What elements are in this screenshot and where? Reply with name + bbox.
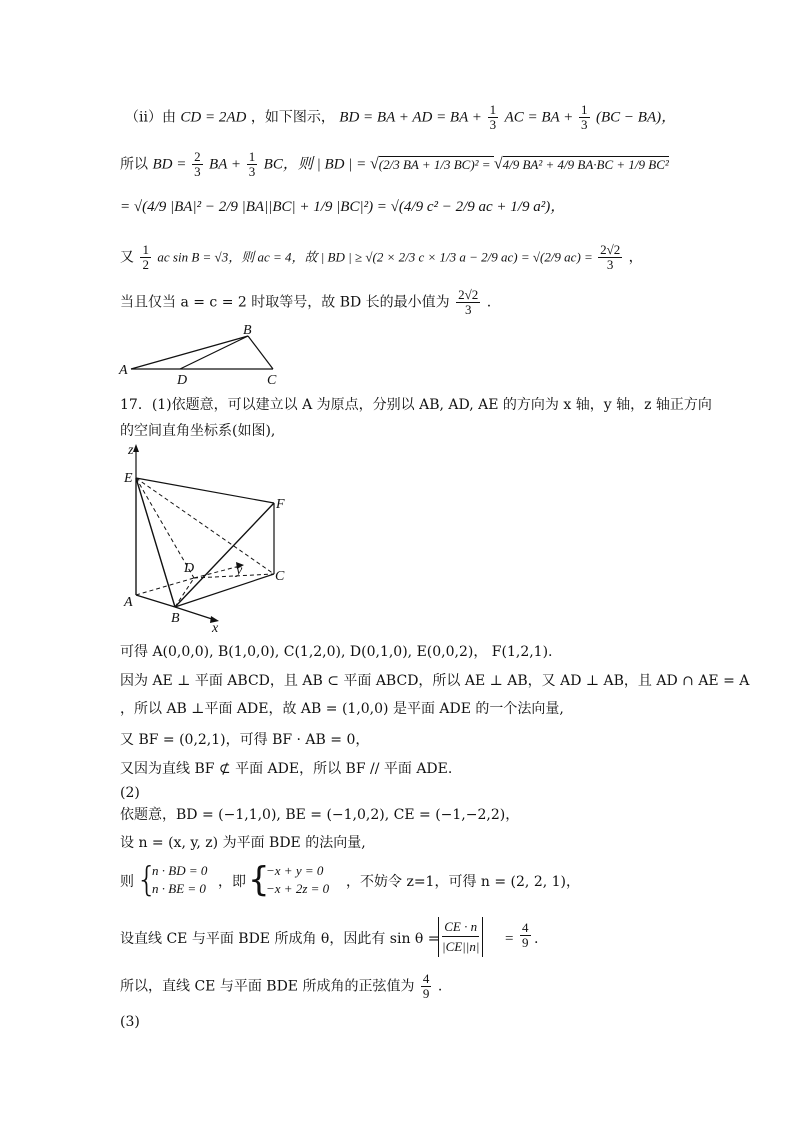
normal-vector-line: 设 n = (x, y, z) 为平面 BDE 的法向量,	[120, 835, 366, 851]
text: AC = BA +	[504, 109, 578, 126]
edge-ef	[136, 478, 274, 503]
z-arrow-icon	[133, 444, 139, 452]
coords-line: 可得 A(0,0,0), B(1,0,0), C(1,2,0), D(0,1,0), E(0,0,2)， F(1,2,1).	[120, 644, 553, 660]
edge-eb	[136, 478, 175, 607]
line-ii-5	[120, 288, 491, 317]
line-ii-2: 所以 BD = $\frac{2}{3}$ BA + $\frac{1}{3}$ BC，则 | BD | = √(2/3 BA + 1/3 BC)² = √4/9 BA² + 4/9 BA·BC + 1/9 BC²	[120, 149, 669, 179]
brace-icon: {	[136, 860, 158, 900]
text: 所以，直线 CE 与平面 BDE 所成角的正弦值为	[120, 978, 415, 995]
part-2-label: (2)	[120, 785, 140, 801]
text: 所以	[120, 156, 148, 173]
label-c: C	[275, 569, 285, 584]
line-ii-3	[120, 197, 565, 217]
label-a: A	[119, 363, 128, 378]
label-f: F	[276, 497, 285, 512]
proof-line-2: ，所以 AB ⊥平面 ADE，故 AB = (1,0,0) 是平面 ADE 的一个法向量,	[120, 701, 564, 717]
text: ，不妨令 z=1，可得 n = (2, 2, 1)，	[346, 874, 581, 890]
label-d: D	[184, 561, 195, 576]
proof-line-1: 因为 AE ⊥ 平面 ABCD，且 AB ⊂ 平面 ABCD，所以 AE ⊥ AB，又 AD ⊥ AB，且 AD ∩ AE = A	[120, 673, 750, 689]
abs-fraction: CE · n |CE||n|	[438, 917, 483, 957]
edge-bf	[175, 503, 274, 607]
text: ac sin B = √3，则 ac = 4，故 | BD | ≥ √(2 × 2/3 c × 1/3 a − 2/9 ac) = √(2/9 ac) =	[157, 249, 597, 265]
fraction: $\frac{4}{9}$	[422, 971, 430, 1001]
text: = √(4/9 |BA|² − 2/9 |BA||BC| + 1/9 |BC|²) = √(4/9 c² − 2/9 ac + 1/9 a²)，	[120, 199, 566, 215]
label-b: B	[243, 323, 252, 338]
text: 又	[120, 249, 134, 266]
text: n · BD = 0	[152, 863, 208, 878]
fraction: $\frac{1}{2}$	[142, 242, 149, 272]
proof-line-4: 又因为直线 BF ⊄ 平面 ADE，所以 BF // 平面 ADE.	[120, 761, 453, 777]
text: .	[486, 294, 492, 311]
fraction: $\frac{2√2}{3}$	[600, 242, 621, 272]
edge-ad	[136, 578, 194, 595]
edge-ab	[136, 595, 175, 607]
text: CD = 2AD	[180, 109, 247, 126]
text: ，	[628, 249, 643, 266]
label-y: y	[236, 563, 243, 578]
segment-bc	[248, 336, 273, 369]
fraction: $\frac{4}{9}$	[522, 920, 529, 950]
label-x: x	[212, 621, 219, 635]
text: (BC − BA)，	[596, 109, 677, 126]
text: .	[437, 978, 443, 995]
label-b: B	[171, 611, 180, 626]
text: −x + 2z = 0	[266, 881, 330, 896]
fraction: $\frac{2√2}{3}$	[458, 287, 479, 317]
brace-icon: {	[248, 860, 270, 900]
fraction: $\frac{1}{3}$	[248, 149, 256, 179]
fraction: $\frac{1}{3}$	[581, 102, 588, 132]
conclusion-line	[120, 972, 442, 1001]
text: ，如下图示，	[250, 109, 335, 126]
text: ，即	[218, 874, 246, 890]
fraction: $\frac{1}{3}$	[489, 102, 497, 132]
part-3-label: (3)	[120, 1014, 140, 1030]
label-a: A	[124, 595, 133, 610]
fraction: $\frac{2}{3}$	[194, 149, 201, 179]
label-e: E	[124, 471, 133, 486]
proof-line-3: 又 BF = (0,2,1)，可得 BF · AB = 0，	[120, 732, 370, 748]
text: 当且仅当 a = c = 2 时取等号，故 BD 长的最小值为	[120, 294, 450, 311]
label-c: C	[267, 373, 277, 388]
solid-figure	[115, 440, 295, 635]
text: BA +	[209, 156, 245, 173]
text: −x + y = 0	[266, 863, 324, 878]
text: .	[534, 931, 539, 947]
text: （ii）由	[125, 109, 176, 126]
x-axis	[175, 607, 215, 620]
text: 4/9 BA² + 4/9 BA·BC + 1/9 BC²	[502, 156, 669, 172]
label-d: D	[177, 373, 188, 388]
vectors-line: 依题意，BD = (−1,1,0), BE = (−1,0,2), CE = (−1,−2,2)，	[120, 807, 520, 823]
text: 设直线 CE 与平面 BDE 所成角 θ，因此有 sin θ =	[120, 931, 440, 947]
text: n · BE = 0	[152, 881, 206, 896]
line-ii-1	[125, 103, 676, 132]
q17-heading-2: 的空间直角坐标系(如图),	[120, 423, 276, 439]
y-axis	[194, 566, 240, 578]
q17-heading: 17．(1)依题意，可以建立以 A 为原点，分别以 AB, AD, AE 的方向为 x 轴，y 轴，z 轴正方向	[120, 397, 712, 413]
edge-ec	[136, 478, 274, 574]
text: BC，则 | BD | =	[263, 156, 370, 173]
text: (2/3 BA + 1/3 BC)² =	[378, 156, 494, 172]
triangle-figure	[115, 322, 290, 388]
text: BD =	[152, 156, 191, 173]
text: BD = BA + AD = BA +	[339, 109, 486, 126]
label-z: z	[128, 443, 134, 458]
text: 则	[120, 874, 134, 890]
line-ii-4	[120, 243, 643, 272]
